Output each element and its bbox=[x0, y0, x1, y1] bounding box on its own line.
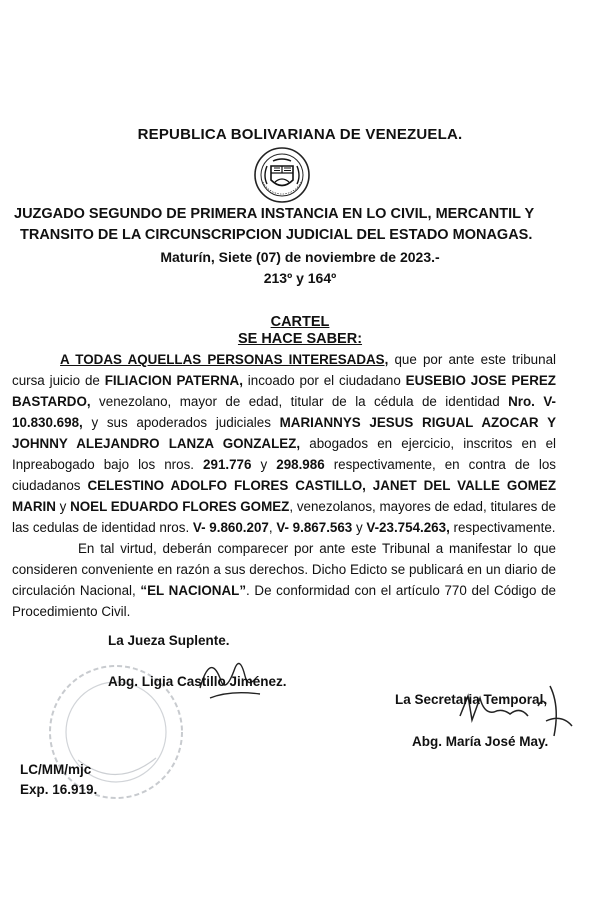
notice-body bbox=[12, 349, 556, 622]
plaintiff-id: Nro. V- 10.830.698, bbox=[12, 394, 556, 430]
judge-title: La Jueza Suplente. bbox=[108, 633, 230, 648]
defendant-id-1: V- 9.860.207 bbox=[192, 520, 269, 535]
defendant-name-3: NOEL EDUARDO FLORES GOMEZ bbox=[70, 499, 290, 514]
file-number: Exp. 16.919. bbox=[20, 782, 98, 797]
notice-title: CARTEL bbox=[270, 314, 330, 330]
secretary-name: Abg. María José May. bbox=[412, 734, 549, 749]
court-line-1: JUZGADO SEGUNDO DE PRIMERA INSTANCIA EN LO CIVIL, MERCANTIL Y bbox=[14, 206, 535, 222]
newspaper-name: “EL NACIONAL” bbox=[140, 583, 247, 598]
case-type: FILIACION PATERNA, bbox=[104, 373, 243, 388]
place-date: Maturín, Siete (07) de noviembre de 2023.- bbox=[160, 249, 440, 265]
reference-initials: LC/MM/mjc bbox=[20, 762, 92, 777]
court-line-2: TRANSITO DE LA CIRCUNSCRIPCION JUDICIAL DEL ESTADO MONAGAS. bbox=[20, 227, 533, 243]
attorney-number-2: 298.986 bbox=[276, 457, 325, 472]
independence-years: 213º y 164º bbox=[263, 270, 337, 286]
paragraph-1: A TODAS AQUELLAS PERSONAS INTERESADAS, que por ante este tribunal cursa juicio de FILIACION PATERNA, incoado por el ciudadano EUSEBIO JOSE PEREZ BASTARDO, venezolano, mayor de edad, titular de la cédula de identidad Nro. V- 10.830.698, y sus apoderados judiciales MARIANNYS JESUS RIGUAL AZOCAR Y JOHNNY ALEJANDRO LANZA GONZALEZ, abogados en ejercicio, inscritos en el Inpreabogado bajo los nros. 291.776 y 298.986 respectivamente, en contra de los ciudadanos CELESTINO ADOLFO FLORES CASTILLO, JANET DEL VALLE GOMEZ MARIN y NOEL EDUARDO FLORES GOMEZ, venezolanos, mayores de edad, titulares de las cedulas de identidad nros. V- 9.860.207, V- 9.867.563 y V-23.754.263, respectivamente. bbox=[12, 352, 557, 535]
court-heading bbox=[14, 204, 586, 246]
attorney-number-1: 291.776 bbox=[203, 457, 252, 472]
paragraph-2: En tal virtud, deberán comparecer por ante este Tribunal a manifestar lo que consideren conveniente en razón a sus derechos. Dicho Edicto se publicará en un diario de circulación Nacional, “EL NACIONAL”. De conformidad con el artículo 770 del Código de Procedimiento Civil. bbox=[12, 541, 556, 619]
country-heading: REPUBLICA BOLIVARIANA DE VENEZUELA. bbox=[137, 126, 463, 143]
defendants-names: CELESTINO ADOLFO FLORES CASTILLO, JANET DEL VALLE GOMEZ MARIN bbox=[12, 478, 557, 514]
defendant-id-3: V-23.754.263, bbox=[366, 520, 450, 535]
notice-subtitle: SE HACE SABER: bbox=[237, 331, 363, 347]
defendant-id-2: V- 9.867.563 bbox=[276, 520, 353, 535]
judge-name: Abg. Ligia Castillo Jiménez. bbox=[108, 674, 287, 689]
secretary-title: La Secretaria Temporal, bbox=[395, 692, 548, 707]
attorneys-names: MARIANNYS JESUS RIGUAL AZOCAR Y JOHNNY ALEJANDRO LANZA GONZALEZ, bbox=[12, 415, 556, 451]
addressee: A TODAS AQUELLAS PERSONAS INTERESADAS, bbox=[60, 352, 389, 367]
plaintiff-name: EUSEBIO JOSE PEREZ BASTARDO, bbox=[12, 373, 556, 409]
coat-of-arms-seal-icon bbox=[253, 146, 311, 204]
